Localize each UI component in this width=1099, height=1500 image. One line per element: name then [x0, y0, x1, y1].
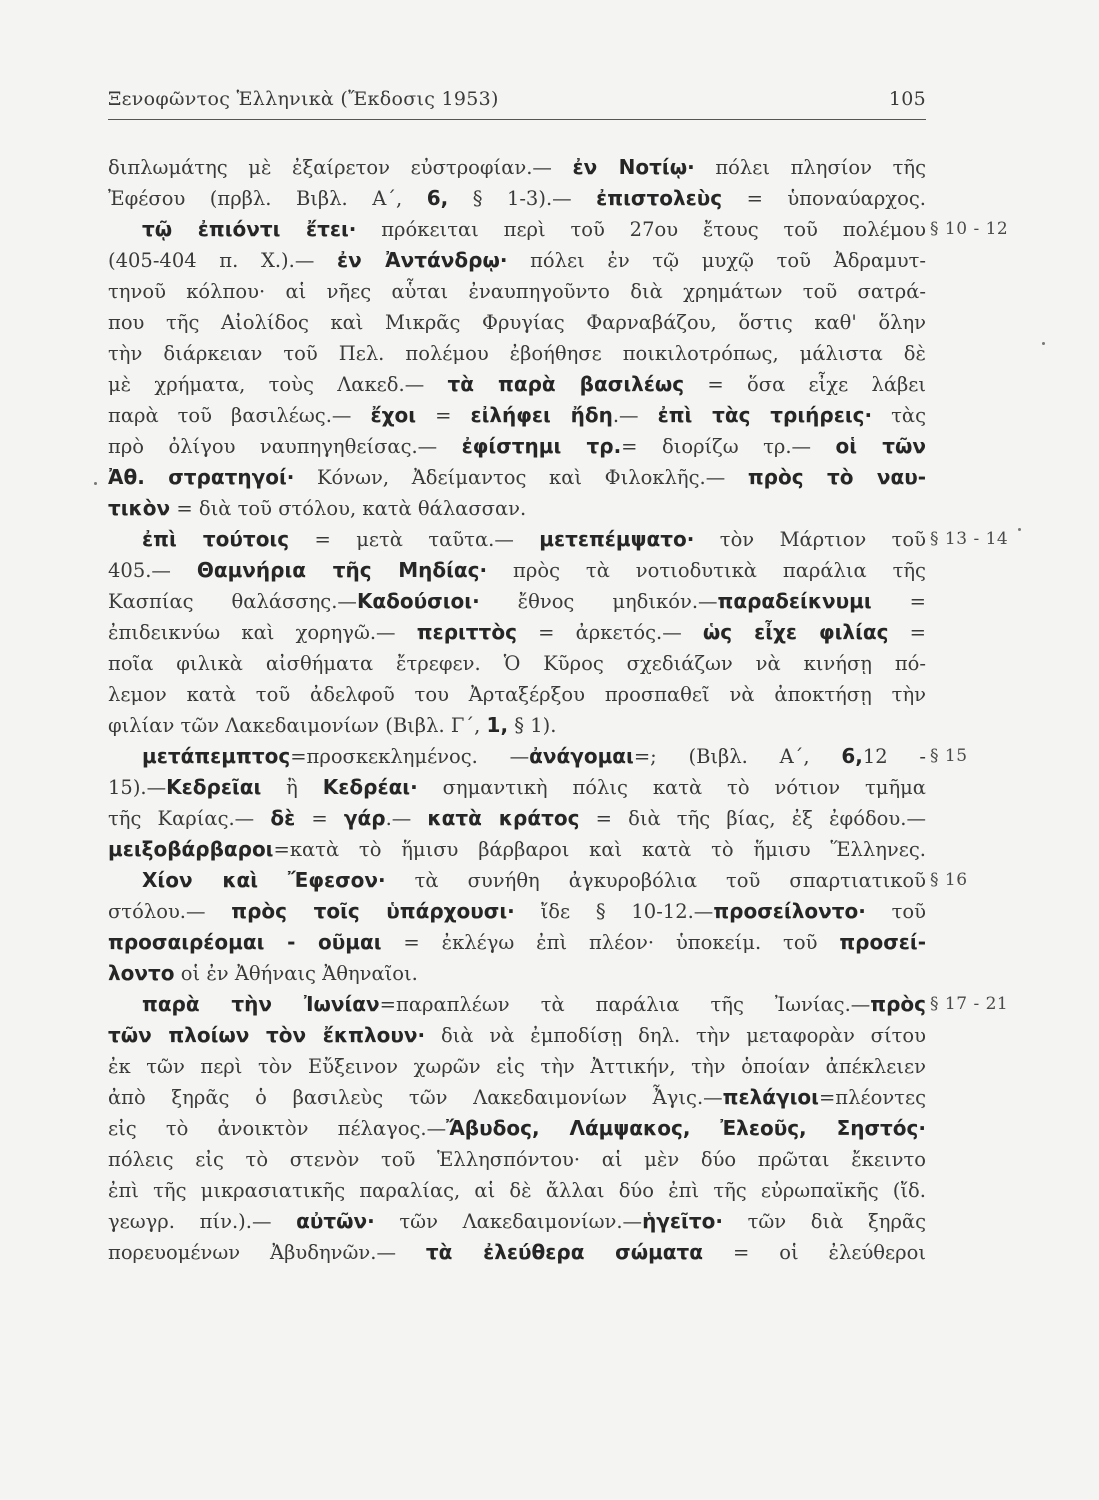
gloss: τὸν Μάρτιον τοῦ — [694, 528, 926, 551]
text-line — [108, 555, 926, 586]
lemma: Κεδρεῖαι — [166, 775, 262, 799]
lemma: Ἀθ. στρατηγοί· — [108, 465, 295, 489]
lemma: γάρ — [343, 806, 386, 830]
gloss: πόλεις εἰς τὸ στενὸν τοῦ Ἑλλησπόντου· αἱ μὲν δύο πρῶται ἔκειντο — [108, 1148, 926, 1171]
lemma: πελάγιοι — [722, 1085, 819, 1109]
text-line — [108, 834, 926, 865]
lemma: παραδείκνυμι — [717, 589, 872, 613]
gloss: ἴδε § 10-12.— — [514, 900, 714, 923]
text-line — [108, 276, 926, 307]
lemma: ἐπιστολεὺς — [596, 186, 723, 210]
gloss: ἐπὶ τῆς μικρασιατικῆς παραλίας, αἱ δὲ ἄλλαι δύο ἐπὶ τῆς εὐρωπαϊκῆς (ἴδ. — [108, 1179, 926, 1202]
lemma: Θαμνήρια τῆς Μηδίας· — [196, 558, 488, 582]
running-title: Ξενοφῶντος Ἑλληνικὰ (Ἔκδοσις 1953) — [108, 88, 499, 110]
text-line — [108, 400, 926, 431]
gloss: .— — [385, 807, 428, 830]
section-reference: § 15 — [930, 746, 968, 766]
section-reference: § 10 - 12 — [930, 219, 1009, 239]
text-line — [108, 1175, 926, 1206]
gloss: διὰ νὰ ἐμποδίσῃ δηλ. τὴν μεταφορὰν σίτου — [425, 1024, 926, 1047]
text-line — [108, 152, 926, 183]
lemma: λοντο — [108, 961, 175, 985]
lemma: 6, — [841, 744, 863, 768]
lemma: ὡς εἶχε φιλίας — [702, 620, 889, 644]
gloss: = — [295, 807, 344, 830]
lemma: ἔχοι — [370, 403, 417, 427]
lemma: 1, — [486, 713, 509, 737]
text-line — [108, 648, 926, 679]
gloss: = διὰ τοῦ στόλου, κατὰ θάλασσαν. — [170, 497, 527, 520]
commentary-text — [108, 152, 1009, 1268]
gloss: = — [871, 590, 926, 613]
gloss: ποῖα φιλικὰ αἰσθήματα ἔτρεφεν. Ὁ Κῦρος σχεδιάζων νὰ κινήσῃ πό- — [108, 652, 926, 675]
lemma: πρὸς — [870, 992, 926, 1016]
gloss: =παραπλέων τὰ παράλια τῆς Ἰωνίας.— — [379, 993, 871, 1016]
gloss: Ἐφέσου (πρβλ. Βιβλ. Α΄, — [108, 187, 427, 210]
gloss: τῶν Λακεδαιμονίων.— — [374, 1210, 643, 1233]
section-reference: § 16 — [930, 870, 968, 890]
lemma: Καδούσιοι· — [356, 589, 480, 613]
text-line — [108, 338, 926, 369]
text-line — [108, 896, 926, 927]
ink-speck — [1018, 528, 1021, 531]
lemma: τικὸν — [108, 496, 171, 520]
lemma: μετάπεμπτος — [142, 744, 291, 768]
text-line — [108, 462, 926, 493]
lemma: οἱ τῶν — [835, 434, 926, 458]
text-line — [108, 307, 926, 338]
gloss: μὲ χρήματα, τοὺς Λακεδ.— — [108, 373, 448, 396]
lemma: Κεδρέαι· — [322, 775, 418, 799]
ink-speck — [94, 482, 97, 485]
lemma: 6, — [426, 186, 449, 210]
text-line — [108, 679, 926, 710]
gloss: τὴν διάρκειαν τοῦ Πελ. πολέμου ἐβοήθησε ποικιλοτρόπως, μάλιστα δὲ — [108, 342, 926, 365]
gloss: πρὸ ὀλίγου ναυπηγηθείσας.— — [108, 435, 462, 458]
gloss: τὰ συνήθη ἀγκυροβόλια τοῦ σπαρτιατικοῦ — [385, 869, 926, 892]
gloss: = μετὰ ταῦτα.— — [289, 528, 540, 551]
text-line — [108, 586, 926, 617]
text-line — [108, 431, 926, 462]
page-number: 105 — [888, 88, 926, 110]
text-line — [108, 710, 926, 741]
text-line — [108, 772, 926, 803]
lemma: δὲ — [270, 806, 296, 830]
lemma: προσεί- — [839, 930, 926, 954]
gloss: παρὰ τοῦ βασιλέως.— — [108, 404, 371, 427]
gloss: = ὅσα εἶχε λάβει — [684, 373, 927, 396]
gloss: διπλωμάτης μὲ ἐξαίρετον εὐστροφίαν.— — [108, 156, 573, 179]
gloss: 405.— — [108, 559, 197, 582]
text-line — [108, 741, 968, 772]
lemma: πρὸς τὸ ναυ- — [747, 465, 927, 489]
lemma: ἀνάγομαι — [529, 744, 634, 768]
gloss: (405-404 π. Χ.).— — [108, 249, 337, 272]
gloss: πόλει ἐν τῷ μυχῷ τοῦ Ἀδραμυτ- — [507, 249, 926, 272]
gloss: τῶν διὰ ξηρᾶς — [722, 1210, 926, 1233]
text-line — [108, 493, 926, 524]
gloss: πορευομένων Ἀβυδηνῶν.— — [108, 1241, 426, 1264]
gloss: σημαντικὴ πόλις κατὰ τὸ νότιον τμῆμα — [417, 776, 926, 799]
gloss: ἢ — [261, 776, 323, 799]
gloss: = διὰ τῆς βίας, ἐξ ἐφόδου.— — [579, 807, 926, 830]
gloss: = διορίζω τρ.— — [621, 435, 836, 458]
gloss: =προσκεκλημένος. — — [290, 745, 530, 768]
gloss: = — [416, 404, 471, 427]
gloss: =πλέοντες — [818, 1086, 926, 1109]
gloss: ἀπὸ ξηρᾶς ὁ βασιλεὺς τῶν Λακεδαιμονίων Ἆγις.— — [108, 1086, 723, 1109]
gloss: Κόνων, Ἀδείμαντος καὶ Φιλοκλῆς.— — [294, 466, 748, 489]
text-line — [108, 524, 1009, 555]
text-line — [108, 1113, 926, 1144]
gloss: § 1-3).— — [448, 187, 597, 210]
gloss: οἱ ἐν Ἀθήναις Ἀθηναῖοι. — [174, 962, 418, 985]
gloss: τοῦ — [865, 900, 926, 923]
gloss: στόλου.— — [108, 900, 232, 923]
text-line — [108, 1144, 926, 1175]
gloss: 12 - — [862, 745, 926, 768]
lemma: κατὰ κράτος — [427, 806, 580, 830]
gloss: τῆς Καρίας.— — [108, 807, 271, 830]
gloss: τὰς — [872, 404, 926, 427]
running-header — [108, 88, 926, 118]
text-line — [108, 183, 926, 214]
gloss: ἔθνος μηδικόν.— — [479, 590, 718, 613]
lemma: εἰλήφει ἤδη — [470, 403, 613, 427]
gloss: πόλει πλησίον τῆς — [694, 156, 927, 179]
text-line — [108, 927, 926, 958]
text-line — [108, 369, 926, 400]
gloss: ἐκ τῶν περὶ τὸν Εὔξεινον χωρῶν εἰς τὴν Ἀττικήν, τὴν ὁποίαν ἀπέκλειεν — [108, 1055, 926, 1078]
gloss: § 1). — [508, 714, 557, 737]
lemma: μετεπέμψατο· — [539, 527, 695, 551]
gloss: Κασπίας θαλάσσης.— — [108, 590, 357, 613]
gloss: λεμον κατὰ τοῦ ἀδελφοῦ του Ἀρταξέρξου προσπαθεῖ νὰ ἀποκτήσῃ τὴν — [108, 683, 926, 706]
text-line — [108, 865, 968, 896]
gloss: τηνοῦ κόλπου· αἱ νῆες αὗται ἐναυπηγοῦντο διὰ χρημάτων τοῦ σατρά- — [108, 280, 926, 303]
lemma: Ἄβυδος, Λάμψακος, Ἐλεοῦς, Σηστός· — [446, 1116, 926, 1140]
gloss: = ὑποναύαρχος. — [722, 187, 926, 210]
lemma: τὰ παρὰ βασιλέως — [447, 372, 685, 396]
text-line — [108, 958, 926, 989]
text-line — [108, 214, 1009, 245]
gloss: πρόκειται περὶ τοῦ 27ου ἔτους τοῦ πολέμου — [356, 218, 926, 241]
text-line — [108, 803, 926, 834]
text-line — [108, 245, 926, 276]
header-rule — [108, 119, 926, 120]
text-line — [108, 989, 1009, 1020]
lemma: ἐπὶ τὰς τριήρεις· — [657, 403, 873, 427]
text-line — [108, 1020, 926, 1051]
text-line — [108, 617, 926, 648]
lemma: τῷ ἐπιόντι ἔτει· — [142, 217, 357, 241]
lemma: περιττὸς — [416, 620, 517, 644]
gloss: = ἀρκετός.— — [516, 621, 703, 644]
gloss: = — [888, 621, 926, 644]
lemma: ἡγεῖτο· — [642, 1209, 723, 1233]
gloss: εἰς τὸ ἀνοικτὸν πέλαγος.— — [108, 1117, 447, 1140]
lemma: παρὰ τὴν Ἰωνίαν — [142, 992, 380, 1016]
text-line — [108, 1051, 926, 1082]
section-reference: § 17 - 21 — [930, 994, 1009, 1014]
text-line — [108, 1206, 926, 1237]
section-reference: § 13 - 14 — [930, 529, 1009, 549]
text-line — [108, 1082, 926, 1113]
lemma: ἐπὶ τούτοις — [142, 527, 290, 551]
gloss: = οἱ ἐλεύθεροι — [703, 1241, 926, 1264]
lemma: πρὸς τοῖς ὑπάρχουσι· — [231, 899, 515, 923]
gloss: γεωγρ. πίν.).— — [108, 1210, 297, 1233]
gloss: .— — [612, 404, 658, 427]
gloss: που τῆς Αἰολίδος καὶ Μικρᾶς Φρυγίας Φαρναβάζου, ὅστις καθ' ὅλην — [108, 311, 926, 334]
gloss: 15).— — [108, 776, 167, 799]
lemma: ἐφίστημι τρ. — [461, 434, 622, 458]
lemma: προσαιρέομαι - οῦμαι — [108, 930, 382, 954]
lemma: αὐτῶν· — [296, 1209, 375, 1233]
text-line — [108, 1237, 926, 1268]
lemma: Χίον καὶ Ἔφεσον· — [142, 868, 386, 892]
lemma: ἐν Νοτίῳ· — [572, 155, 695, 179]
gloss: = ἐκλέγω ἐπὶ πλέον· ὑποκείμ. τοῦ — [381, 931, 840, 954]
gloss: =κατὰ τὸ ἥμισυ βάρβαροι καὶ κατὰ τὸ ἥμισυ Ἕλληνες. — [273, 838, 926, 861]
gloss: =; (Βιβλ. Α΄, — [633, 745, 842, 768]
lemma: προσείλοντο· — [713, 899, 866, 923]
ink-speck — [1042, 342, 1045, 345]
lemma: τὰ ἐλεύθερα σώματα — [425, 1240, 704, 1264]
gloss: φιλίαν τῶν Λακεδαιμονίων (Βιβλ. Γ΄, — [108, 714, 487, 737]
lemma: τῶν πλοίων τὸν ἔκπλουν· — [108, 1023, 426, 1047]
lemma: μειξοβάρβαροι — [108, 837, 274, 861]
gloss: πρὸς τὰ νοτιοδυτικὰ παράλια τῆς — [487, 559, 926, 582]
gloss: ἐπιδεικνύω καὶ χορηγῶ.— — [108, 621, 417, 644]
lemma: ἐν Ἀντάνδρῳ· — [337, 248, 508, 272]
